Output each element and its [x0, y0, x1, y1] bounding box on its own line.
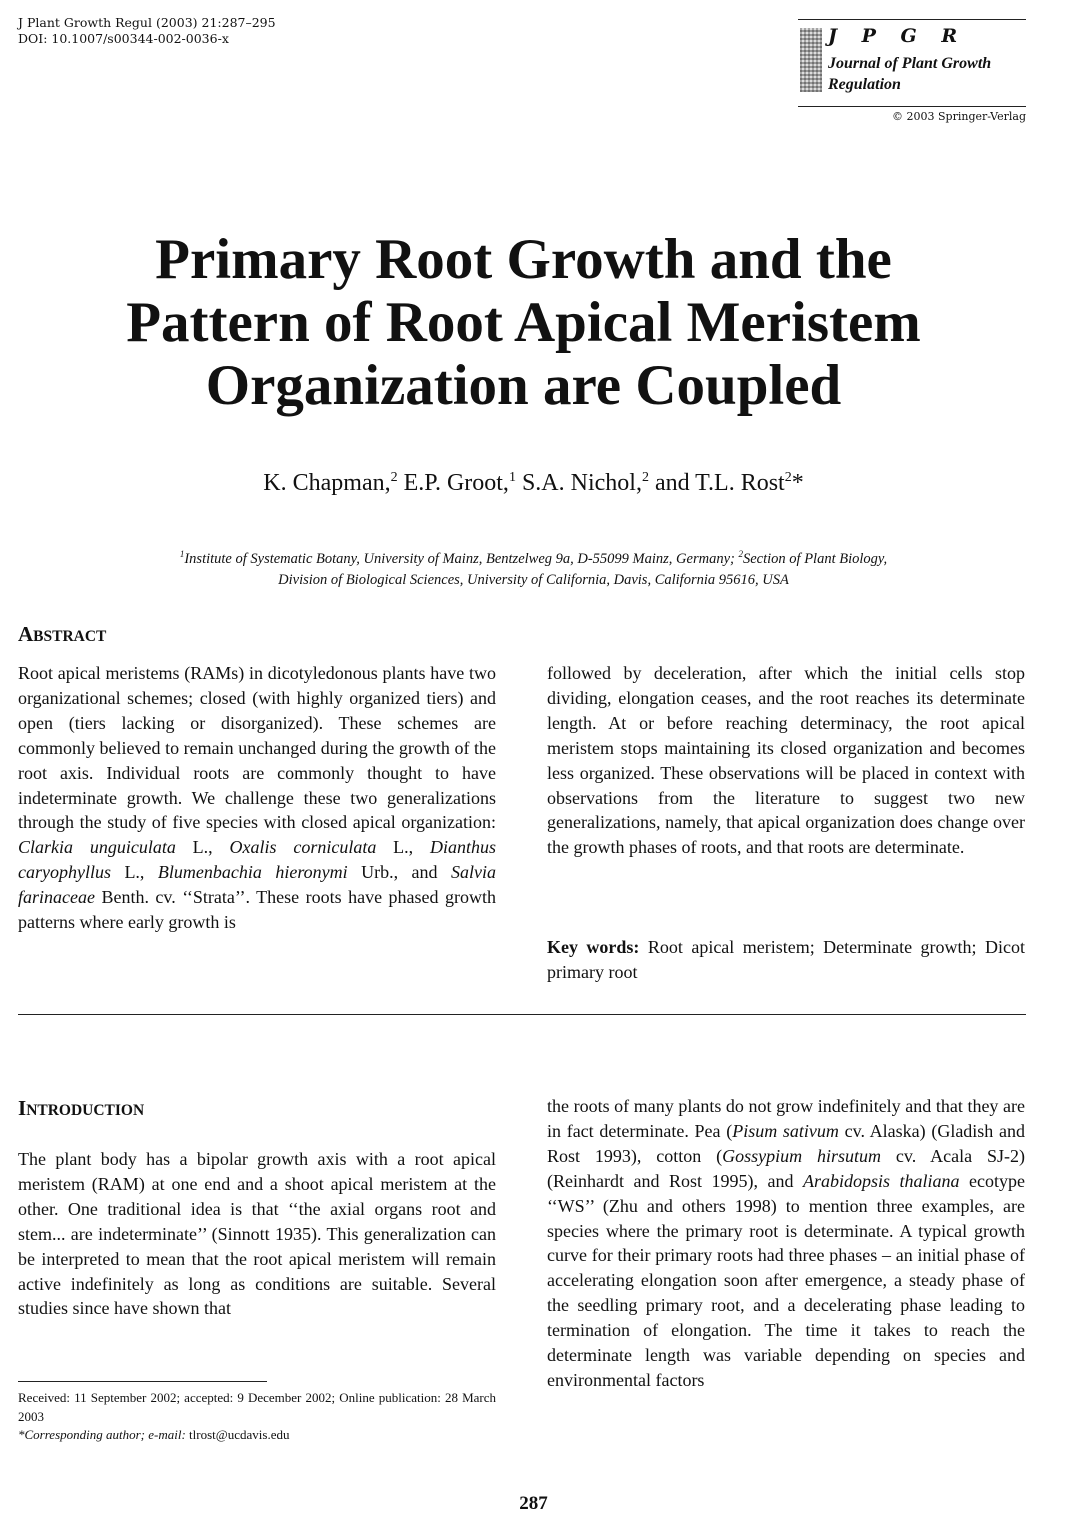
corresponding-mark: *: [791, 470, 804, 496]
species-name: Gossypium hirsutum: [722, 1145, 882, 1166]
abstract-right-column: followed by deceleration, after which the initial cells stop dividing, elongation ceases, and the root reaches its determinate length. At or before reaching determinacy, the root apical meristem stops maintaining its closed organization and becomes less organized. These observations will be placed in context with observations from the literature to suggest two new generalizations, namely, that apical organization does change over the growth phases of roots, and that roots are determinate.: [547, 663, 1025, 858]
journal-abbreviation: J P G R: [828, 25, 967, 47]
intro-text: cv. Acala SJ-2) (Reinhardt and Rost 1995), and: [547, 1145, 1025, 1191]
journal-name: [828, 53, 991, 95]
species-authority: L.,: [376, 837, 430, 858]
abstract-text: Root apical meristems (RAMs) in dicotyledonous plants have two organizational schemes; closed (with highly organized tiers) and open (tiers lacking or disorganized). These schemes are commonly believed to remain unchanged during the growth of the root axis. Individual roots are commonly thought to have indeterminate growth. We challenge these two generalizations through the study of five species with closed apical organization:: [18, 663, 496, 833]
species-name: Salvia farinaceae: [18, 862, 497, 908]
page-number: 287: [519, 1493, 548, 1514]
footnote-rule: [18, 1381, 267, 1382]
species-name: Clarkia unguiculata: [18, 837, 176, 858]
abstract-heading: [18, 622, 106, 647]
species-name: Pisum sativum: [732, 1120, 839, 1141]
species-name: Arabidopsis thaliana: [803, 1170, 960, 1191]
introduction-heading: [18, 1096, 144, 1121]
species-name: Blumenbachia hieronymi: [157, 862, 348, 883]
title-line2: Pattern of Root Apical Meristem: [126, 291, 921, 354]
author-affil-sup: 2: [390, 470, 398, 485]
title-line3: Organization are Coupled: [205, 354, 842, 417]
journal-logo: [798, 19, 1026, 107]
author: K. Chapman,: [263, 470, 391, 496]
affiliation-line1: [30, 544, 1037, 570]
section-divider: [18, 1014, 1026, 1015]
corresponding-email: tlrost@ucdavis.edu: [185, 1427, 290, 1442]
affiliation-text: Institute of Systematic Botany, University of Mainz, Bentzelweg 9a, D-55099 Mainz, Germany;: [184, 550, 739, 567]
author-affil-sup: 2: [641, 470, 649, 485]
title-line1: Primary Root Growth and the: [155, 228, 892, 291]
species-authority: Benth. cv. ‘‘Strata’’. These roots have phased growth patterns where early growth is: [18, 887, 496, 933]
intro-text: cv. Alaska) (Gladish and Rost 1993), cotton (: [547, 1120, 1025, 1166]
species-name: Oxalis corniculata: [229, 837, 377, 858]
logo-pattern-icon: [800, 28, 822, 92]
heading-cap: I: [18, 1096, 27, 1120]
author-affil-sup: 1: [508, 470, 516, 485]
heading-rest: NTRODUCTION: [26, 1102, 145, 1119]
keywords: [547, 935, 1025, 985]
corresponding-author: [18, 1426, 496, 1445]
journal-name-line2: Regulation: [828, 76, 901, 93]
heading-rest: BSTRACT: [33, 628, 107, 645]
affiliation-text: Section of Plant Biology,: [742, 550, 888, 567]
author: E.P. Groot,: [397, 470, 509, 496]
abstract-left-column: [18, 661, 496, 935]
copyright: © 2003 Springer-Verlag: [892, 110, 1026, 123]
affil-sup: 1: [179, 549, 185, 559]
running-header: [18, 15, 276, 47]
species-name: Dianthus caryophyllus: [18, 837, 497, 883]
journal-citation: J Plant Growth Regul (2003) 21:287–295: [18, 15, 276, 30]
doi: DOI: 10.1007/s00344-002-0036-x: [18, 31, 229, 46]
species-authority: Urb., and: [347, 862, 452, 883]
heading-cap: A: [18, 622, 34, 646]
article-title: [30, 228, 1017, 417]
author-affil-sup: 2: [784, 470, 792, 485]
intro-text: the roots of many plants do not grow indefinitely and that they are in fact determinate. Pea (: [547, 1096, 1025, 1141]
keywords-text: Root apical meristem; Determinate growth; Dicot primary root: [547, 937, 1025, 982]
journal-name-line1: Journal of Plant Growth: [828, 55, 992, 72]
intro-text: ecotype ‘‘WS’’ (Zhu and others 1998) to mention three examples, are species where the primary root is determinate. A typical growth curve for their primary roots had three phases – an initial phase of accelerating elongation soon after emergence, a steady phase of the seedling primary root, and a decelerating phase leading to termination of elongation. The time it takes to reach the determinate length was variable depending on species and environmental factors: [547, 1170, 1026, 1390]
keywords-label: Key words:: [547, 937, 640, 957]
species-authority: L.,: [175, 837, 230, 858]
received-dates: Received: 11 September 2002; accepted: 9 December 2002; Online publication: 28 March 2003: [18, 1390, 496, 1424]
author: and T.L. Rost: [648, 470, 785, 496]
introduction-right-column: [547, 1094, 1025, 1393]
affiliations: [30, 544, 1037, 591]
author-list: [0, 470, 1067, 497]
affil-sup: 2: [738, 549, 743, 559]
introduction-left-column: The plant body has a bipolar growth axis with a root apical meristem (RAM) at one end and a shoot apical meristem at the other. One traditional idea is that ‘‘the axial organs root and stem... are indeterminate’’ (Sinnott 1935). This generalization can be interpreted to mean that the root apical meristem will remain active indefinitely as long as conditions are suitable. Several studies since have shown that: [18, 1149, 496, 1319]
corresponding-label: *Corresponding author; e-mail:: [18, 1427, 186, 1442]
footnote: [18, 1389, 496, 1445]
affiliation-line2: Division of Biological Sciences, University of California, Davis, California 95616, USA: [278, 571, 789, 588]
species-authority: L.,: [110, 862, 158, 883]
author: S.A. Nichol,: [515, 470, 642, 496]
